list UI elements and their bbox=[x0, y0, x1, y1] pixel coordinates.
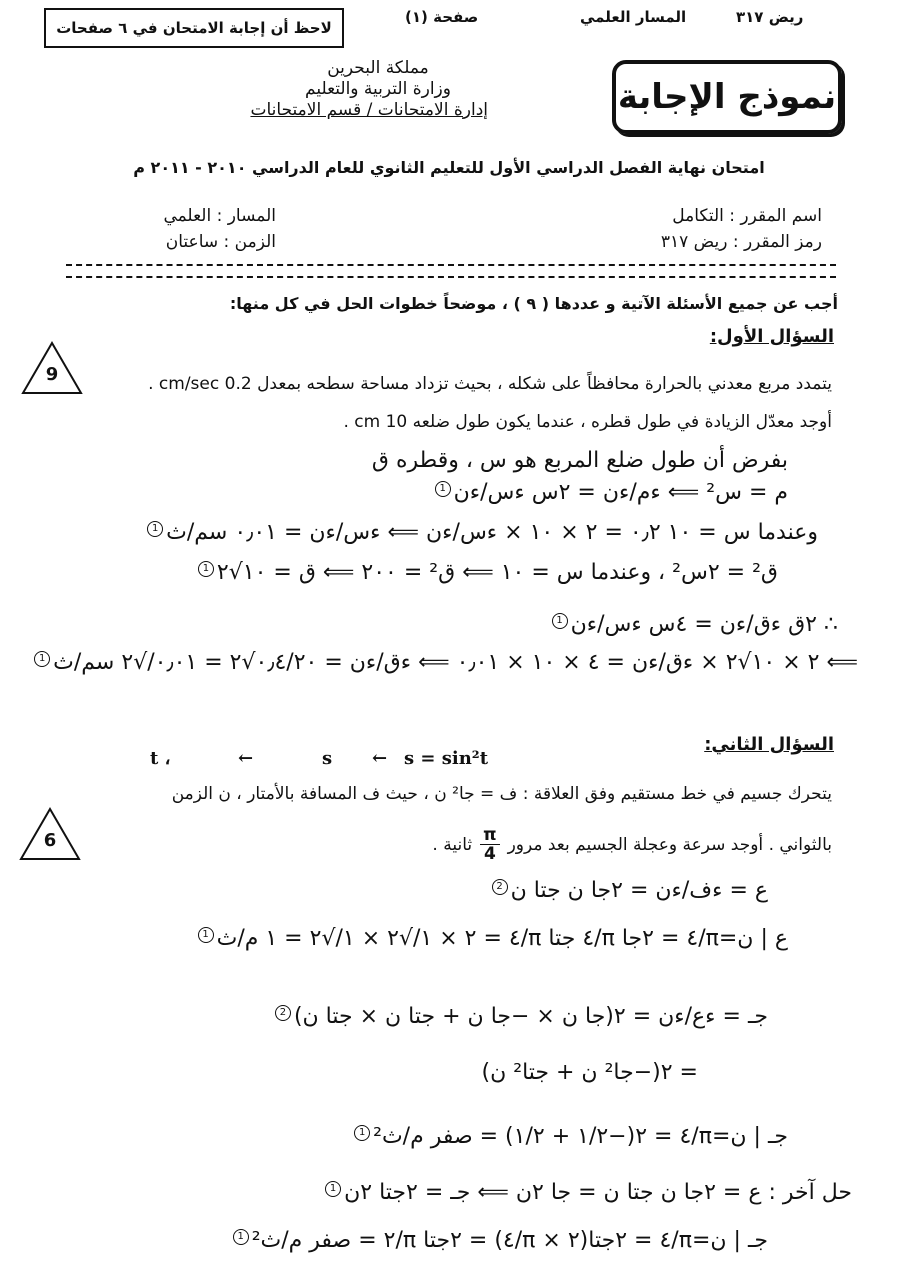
answer-key-stamp: نموذج الإجابة bbox=[612, 60, 842, 134]
mark-circle-icon: 2 bbox=[275, 1005, 291, 1021]
q1-step: وعندما س = ١٠ ٠٫٢ = ٢ × ١٠ × ءس/ءن ⟸ ءس/ءن = ٠٫٠١ سم/ث1 bbox=[144, 520, 818, 545]
annot-t: t ، bbox=[150, 748, 171, 769]
course-symbol: رمز المقرر : ريض ٣١٧ bbox=[660, 232, 822, 252]
q2-step: = ٢(−جا² ن + جتا² ن) bbox=[481, 1060, 698, 1085]
q2-line2-end: ثانية . bbox=[432, 834, 473, 855]
time-info: الزمن : ساعتان bbox=[165, 232, 276, 252]
header-track: المسار العلمي bbox=[580, 8, 687, 26]
header-course-code: ريض ٣١٧ bbox=[736, 8, 804, 26]
pages-note: لاحظ أن إجابة الامتحان في ٦ صفحات bbox=[44, 8, 344, 48]
dept-name: إدارة الامتحانات / قسم الامتحانات bbox=[250, 100, 488, 120]
q2-score-triangle bbox=[18, 806, 82, 862]
q1-line1: يتمدد مربع معدني بالحرارة محافظاً على شكله ، بحيث تزداد مساحة سطحه بمعدل 0.2 cm/sec . bbox=[148, 374, 832, 394]
kingdom-name: مملكة البحرين bbox=[327, 58, 429, 78]
exam-title: امتحان نهاية الفصل الدراسي الأول للتعليم الثانوي للعام الدراسي ٢٠١٠ - ٢٠١١ م bbox=[133, 158, 765, 177]
annot-s: s bbox=[322, 748, 333, 769]
mark-circle-icon: 1 bbox=[147, 521, 163, 537]
annot-arrow: ← bbox=[238, 748, 254, 769]
q2-line2-start: بالثواني . أوجد سرعة وعجلة الجسيم بعد مرور bbox=[507, 834, 832, 855]
mark-circle-icon: 1 bbox=[354, 1125, 370, 1141]
instructions: أجب عن جميع الأسئلة الآتية و عددها ( ٩ ) ، موضحاً خطوات الحل في كل منها: bbox=[229, 294, 838, 313]
mark-circle-icon: 1 bbox=[435, 481, 451, 497]
q2-line2 bbox=[432, 826, 832, 863]
mark-circle-icon: 2 bbox=[492, 879, 508, 895]
course-name: اسم المقرر : التكامل bbox=[672, 206, 822, 226]
ministry-block bbox=[250, 58, 488, 121]
q2-score: 6 bbox=[43, 830, 57, 851]
mark-circle-icon: 1 bbox=[233, 1229, 249, 1245]
q1-step: ق² = ٢س² ، وعندما س = ١٠ ⟸ ق² = ٢٠٠ ⟸ ق = ١٠√٢1 bbox=[195, 560, 778, 585]
q1-title: السؤال الأول: bbox=[709, 326, 834, 347]
annot-equation: s = sin²t bbox=[404, 748, 489, 769]
q1-step: ⟸ ٢ × ١٠√٢ × ءق/ءن = ٤ × ١٠ × ٠٫٠١ ⟸ ءق/ءن = ٠٫٤/٢٠√٢ = ٠٫٠١/√٢ سم/ث1 bbox=[31, 650, 858, 675]
q1-step: م = س² ⟸ ءم/ءن = ٢س ءس/ءن1 bbox=[432, 480, 788, 505]
pi-over-4-fraction bbox=[480, 826, 499, 863]
q1-step: بفرض أن طول ضلع المربع هو س ، وقطره ق bbox=[371, 448, 788, 473]
page-label: صفحة (١) bbox=[405, 8, 479, 26]
q2-step: جـ = ءع/ءن = ٢(جا ن × −جا ن + جتا ن × جتا ن)2 bbox=[272, 1004, 768, 1029]
mark-circle-icon: 1 bbox=[325, 1181, 341, 1197]
fraction-denominator: 4 bbox=[483, 844, 496, 864]
q2-step: جـ | ن=π/٤ = ٢(−١/٢ + ١/٢) = صفر م/ث²1 bbox=[351, 1124, 788, 1149]
track-info: المسار : العلمي bbox=[163, 206, 276, 226]
q1-score: 9 bbox=[45, 364, 59, 385]
q1-step: ∴ ٢ق ءق/ءن = ٤س ءس/ءن1 bbox=[549, 612, 838, 637]
mark-circle-icon: 1 bbox=[552, 613, 568, 629]
q2-line1: يتحرك جسيم في خط مستقيم وفق العلاقة : ف = جا² ن ، حيث ف المسافة بالأمتار ، ن الزمن bbox=[171, 784, 832, 804]
mark-circle-icon: 1 bbox=[198, 927, 214, 943]
q2-step: ع = ءف/ءن = ٢جا ن جتا ن2 bbox=[489, 878, 768, 903]
q1-line2: أوجد معدّل الزيادة في طول قطره ، عندما يكون طول ضلعه 10 cm . bbox=[343, 412, 832, 432]
q2-step: ع | ن=π/٤ = ٢جا π/٤ جتا π/٤ = ٢ × ١/√٢ × ١/√٢ = ١ م/ث1 bbox=[195, 926, 788, 951]
fraction-numerator: π bbox=[480, 826, 499, 845]
q2-step: جـ | ن=π/٤ = ٢جتا(٢ × π/٤) = ٢جتا π/٢ = صفر م/ث²1 bbox=[230, 1228, 768, 1253]
q2-step: حل آخر : ع = ٢جا ن جتا ن = جا ٢ن ⟸ جـ = ٢جتا ٢ن1 bbox=[322, 1180, 852, 1205]
mark-circle-icon: 1 bbox=[198, 561, 214, 577]
annot-arrow: ← bbox=[372, 748, 388, 769]
mark-circle-icon: 1 bbox=[34, 651, 50, 667]
double-dashed-rule bbox=[66, 264, 836, 278]
ministry-name: وزارة التربية والتعليم bbox=[305, 79, 451, 99]
q2-title: السؤال الثاني: bbox=[704, 734, 834, 755]
